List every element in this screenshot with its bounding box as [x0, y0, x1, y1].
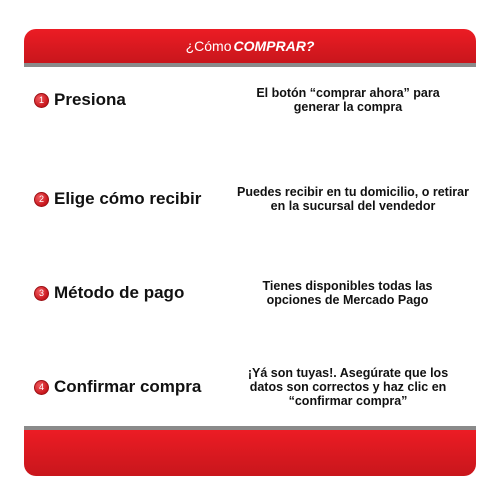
step-3 [0, 263, 500, 323]
step-title: Confirmar compra [54, 377, 202, 396]
step-description: ¡Yá son tuyas!. Asegúrate que los datos son correctos y haz clic en “confirmar compra” [247, 366, 449, 408]
step-number-badge: 4 [34, 380, 49, 395]
step-number-badge: 2 [34, 192, 49, 207]
step-description: Puedes recibir en tu domicilio, o retirar en la sucursal del vendedor [236, 185, 469, 213]
step-4 [0, 357, 500, 417]
step-title: Presiona [54, 90, 126, 109]
step-description: Tienes disponibles todas las opciones de Mercado Pago [262, 279, 433, 307]
step-number-badge: 3 [34, 286, 49, 301]
step-number-badge: 1 [34, 93, 49, 108]
step-title: Método de pago [54, 283, 185, 302]
footer-banner [24, 426, 476, 476]
step-2 [0, 169, 500, 229]
step-description: El botón “comprar ahora” para generar la compra [256, 86, 440, 114]
step-1 [0, 70, 500, 130]
step-title: Elige cómo recibir [54, 189, 202, 208]
header-title-emphasis: COMPRAR? [233, 38, 315, 54]
header-title-prefix: ¿Cómo [185, 38, 232, 54]
header-banner [24, 29, 476, 67]
